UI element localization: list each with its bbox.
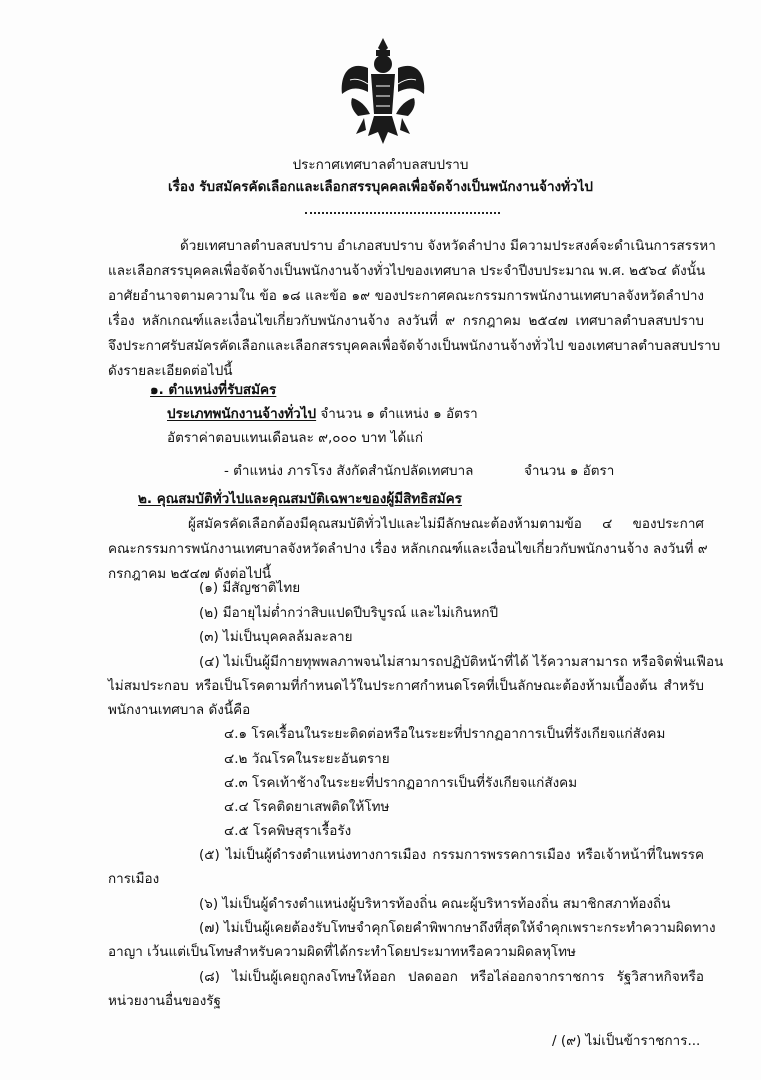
qualification-7-line-2: อาญา เว้นแต่เป็นโทษสำหรับความผิดที่ได้กระทำโดยประมาทหรือความผิดลหุโทษ [108, 944, 576, 960]
position-line: - ตำแหน่ง ภารโรง สังกัดสำนักปลัดเทศบาล [224, 463, 474, 479]
intro-line-1: ด้วยเทศบาลตำบลสบปราบ อำเภอสบปราบ จังหวัดลำปาง มีความประสงค์จะดำเนินการสรรหา [180, 238, 716, 254]
qualification-5-line-1: (๕) ไม่เป็นผู้ดำรงตำแหน่งทางการเมือง กรรมการพรรคการเมือง หรือเจ้าหน้าที่ในพรรค [199, 847, 704, 863]
document-title: ประกาศเทศบาลตำบลสบปราบ [292, 157, 469, 173]
section-2-para-3: กรกฎาคม ๒๕๔๗ ดังต่อไปนี้ [108, 566, 272, 582]
section-2-para-2: คณะกรรมการพนักงานเทศบาลจังหวัดลำปาง เรื่อง หลักเกณฑ์และเงื่อนไขเกี่ยวกับพนักงานจ้าง ลงวันที่ ๙ [108, 541, 708, 557]
qualification-2: (๒) มีอายุไม่ต่ำกว่าสิบแปดปีบริบูรณ์ และไม่เกินหกปี [199, 605, 499, 621]
disease-4-5: ๔.๕ โรคพิษสุราเรื้อรัง [224, 823, 352, 839]
qualification-8-line-2: หน่วยงานอื่นของรัฐ [108, 993, 221, 1009]
qualification-4-line-1: (๔) ไม่เป็นผู้มีกายทุพพลภาพจนไม่สามารถปฏิบัติหน้าที่ได้ ไร้ความสามารถ หรือจิตฟั่นเฟือน [199, 654, 724, 670]
intro-line-5: จึงประกาศรับสมัครคัดเลือกและเลือกสรรบุคคลเพื่อจัดจ้างเป็นพนักงานจ้างทั่วไป ของเทศบาลตำบลสบปราบ [108, 338, 721, 354]
intro-line-3: อาศัยอำนาจตามความใน ข้อ ๑๘ และข้อ ๑๙ ของประกาศคณะกรรมการพนักงานเทศบาลจังหวัดลำปาง [108, 288, 704, 304]
qualification-3: (๓) ไม่เป็นบุคคลล้มละลาย [199, 629, 353, 645]
qualification-1: (๑) มีสัญชาติไทย [199, 580, 301, 596]
qualification-4-line-2: ไม่สมประกอบ หรือเป็นโรคตามที่กำหนดไว้ในประกาศกำหนดโรคที่เป็นลักษณะต้องห้ามเบื้องต้น สำหรับ [108, 678, 704, 694]
disease-4-3: ๔.๓ โรคเท้าช้างในระยะที่ปรากฏอาการเป็นที่รังเกียจแก่สังคม [224, 775, 578, 791]
disease-4-1: ๔.๑ โรคเรื้อนในระยะติดต่อหรือในระยะที่ปรากฏอาการเป็นที่รังเกียจแก่สังคม [224, 726, 666, 742]
intro-line-2: และเลือกสรรบุคคลเพื่อจัดจ้างเป็นพนักงานจ้างทั่วไปของเทศบาล ประจำปีงบประมาณ พ.ศ. ๒๕๖๔ ดังนั้น [108, 263, 706, 279]
section-1-heading: ๑. ตำแหน่งที่รับสมัคร [150, 382, 277, 398]
disease-4-4: ๔.๔ โรคติดยาเสพติดให้โทษ [224, 799, 390, 815]
employee-type [167, 405, 478, 423]
intro-line-4: เรื่อง หลักเกณฑ์และเงื่อนไขเกี่ยวกับพนักงานจ้าง ลงวันที่ ๙ กรกฎาคม ๒๕๔๗ เทศบาลตำบลสบปราบ [108, 313, 704, 329]
title-divider [305, 212, 500, 214]
salary-line: อัตราค่าตอบแทนเดือนละ ๙,๐๐๐ บาท ได้แก่ [167, 430, 424, 446]
position-count: จำนวน ๑ อัตรา [524, 463, 615, 479]
qualification-4-line-3: พนักงานเทศบาล ดังนี้คือ [108, 702, 251, 718]
qualification-8-line-1: (๘) ไม่เป็นผู้เคยถูกลงโทษให้ออก ปลดออก หรือไล่ออกจากราชการ รัฐวิสาหกิจหรือ [199, 969, 704, 985]
disease-4-2: ๔.๒ วัณโรคในระยะอันตราย [224, 751, 390, 767]
section-2-heading: ๒. คุณสมบัติทั่วไปและคุณสมบัติเฉพาะของผู้มีสิทธิสมัคร [138, 491, 462, 507]
employee-type-label: ประเภทพนักงานจ้างทั่วไป [167, 406, 317, 422]
employee-type-detail: จำนวน ๑ ตำแหน่ง ๑ อัตรา [316, 406, 478, 422]
qualification-6: (๖) ไม่เป็นผู้ดำรงตำแหน่งผู้บริหารท้องถิ่น คณะผู้บริหารท้องถิ่น สมาชิกสภาท้องถิ่น [199, 896, 671, 912]
document-subject: เรื่อง รับสมัครคัดเลือกและเลือกสรรบุคคลเพื่อจัดจ้างเป็นพนักงานจ้างทั่วไป [168, 179, 593, 195]
qualification-7-line-1: (๗) ไม่เป็นผู้เคยต้องรับโทษจำคุกโดยคำพิพากษาถึงที่สุดให้จำคุกเพราะกระทำความผิดทาง [199, 920, 716, 936]
qualification-5-line-2: การเมือง [108, 871, 160, 887]
garuda-emblem [338, 36, 428, 148]
section-2-para-1: ผู้สมัครคัดเลือกต้องมีคุณสมบัติทั่วไปและไม่มีลักษณะต้องห้ามตามข้อ ๔ ของประกาศ [188, 516, 704, 532]
continuation-note: / (๙) ไม่เป็นข้าราชการ... [552, 1033, 701, 1049]
intro-line-6: ดังรายละเอียดต่อไปนี้ [108, 363, 233, 379]
